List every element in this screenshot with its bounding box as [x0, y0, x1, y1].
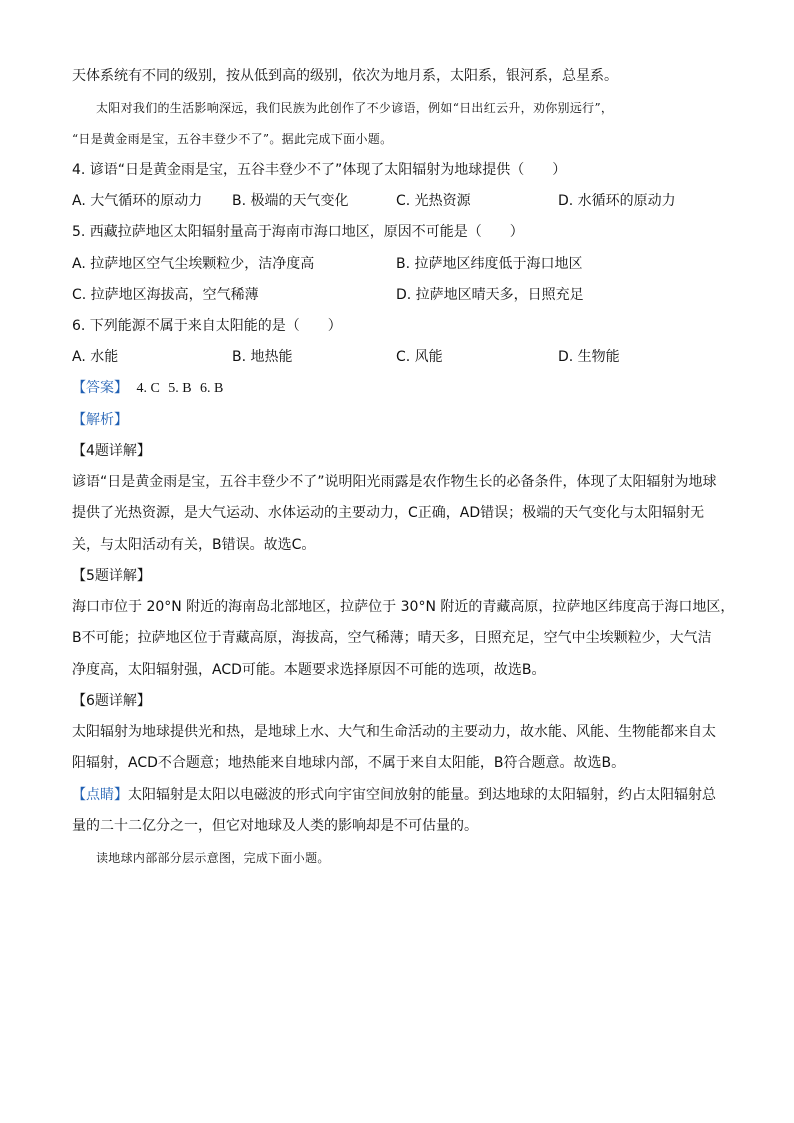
- question-4-options: [72, 191, 732, 211]
- answer-item: 6. B: [200, 381, 224, 396]
- q5-option-d: D. 拉萨地区晴天多，日照充足: [396, 287, 584, 303]
- intro-line: 天体系统有不同的级别，按从低到高的级别，依次为地月系，太阳系，银河系，总星系。: [72, 68, 618, 84]
- q4-option-c: C. 光热资源: [396, 193, 471, 209]
- answer-item: 4. C: [136, 381, 160, 396]
- question-5-options-row-2: [72, 285, 732, 305]
- tip-line-1: [72, 785, 732, 805]
- material-line-2: “日是黄金雨是宝，五谷丰登少不了”。据此完成下面小题。: [72, 132, 393, 146]
- q4-option-b: B. 极端的天气变化: [232, 193, 349, 209]
- q5-option-a: A. 拉萨地区空气尘埃颗粒少，洁净度高: [72, 256, 315, 272]
- detail-5-line-3: 净度高，太阳辐射强，ACD可能。本题要求选择原因不可能的选项，故选B。: [72, 662, 546, 678]
- final-instruction: 读地球内部部分层示意图，完成下面小题。: [96, 851, 330, 865]
- question-5: 5. 西藏拉萨地区太阳辐射量高于海南市海口地区，原因不可能是（ ）: [72, 224, 524, 240]
- question-6-options: [72, 347, 732, 367]
- q5-option-c: C. 拉萨地区海拔高，空气稀薄: [72, 287, 259, 303]
- question-6: 6. 下列能源不属于来自太阳能的是（ ）: [72, 318, 342, 334]
- detail-4-line-2: 提供了光热资源，是大气运动、水体运动的主要动力，C正确，AD错误；极端的天气变化与太阳辐射无: [72, 505, 705, 521]
- q6-option-d: D. 生物能: [558, 349, 620, 365]
- detail-6-line-1: 太阳辐射为地球提供光和热，是地球上水、大气和生命活动的主要动力，故水能、风能、生物能都来自太: [72, 724, 716, 740]
- q6-option-a: A. 水能: [72, 349, 119, 365]
- q6-option-b: B. 地热能: [232, 349, 293, 365]
- detail-6-line-2: 阳辐射，ACD不合题意；地热能来自地球内部，不属于来自太阳能，B符合题意。故选B。: [72, 755, 626, 771]
- detail-5-title: 【5题详解】: [72, 568, 151, 584]
- answer-row: [72, 378, 227, 398]
- detail-4-title: 【4题详解】: [72, 443, 151, 459]
- detail-6-title: 【6题详解】: [72, 693, 151, 709]
- tip-line-2: 量的二十二亿分之一，但它对地球及人类的影响却是不可估量的。: [72, 818, 478, 834]
- material-line-1: 太阳对我们的生活影响深远，我们民族为此创作了不少谚语，例如“日出红云升，劝你别远行”，: [96, 101, 614, 115]
- detail-4-line-3: 关，与太阳活动有关，B错误。故选C。: [72, 537, 316, 553]
- q6-option-c: C. 风能: [396, 349, 443, 365]
- q4-option-d: D. 水循环的原动力: [558, 193, 676, 209]
- detail-5-line-2: B不可能；拉萨地区位于青藏高原，海拔高，空气稀薄；晴天多，日照充足，空气中尘埃颗粒少，大气洁: [72, 630, 712, 646]
- q4-option-a: A. 大气循环的原动力: [72, 193, 203, 209]
- detail-4-line-1: 谚语“日是黄金雨是宝，五谷丰登少不了”说明阳光雨露是农作物生长的必备条件，体现了太阳辐射为地球: [72, 474, 717, 490]
- question-5-options-row-1: [72, 254, 732, 274]
- detail-5-line-1: 海口市位于 20°N 附近的海南岛北部地区，拉萨位于 30°N 附近的青藏高原，拉萨地区纬度高于海口地区，: [72, 599, 735, 615]
- tip-label: 【点睛】: [72, 787, 128, 803]
- question-4: 4. 谚语“日是黄金雨是宝，五谷丰登少不了”体现了太阳辐射为地球提供（ ）: [72, 162, 567, 178]
- tip-text: 太阳辐射是太阳以电磁波的形式向宇宙空间放射的能量。到达地球的太阳辐射，约占太阳辐射总: [128, 787, 716, 803]
- analysis-label: 【解析】: [72, 412, 128, 428]
- answer-label: 【答案】: [72, 380, 128, 396]
- q5-option-b: B. 拉萨地区纬度低于海口地区: [396, 256, 583, 272]
- answer-item: 5. B: [168, 381, 192, 396]
